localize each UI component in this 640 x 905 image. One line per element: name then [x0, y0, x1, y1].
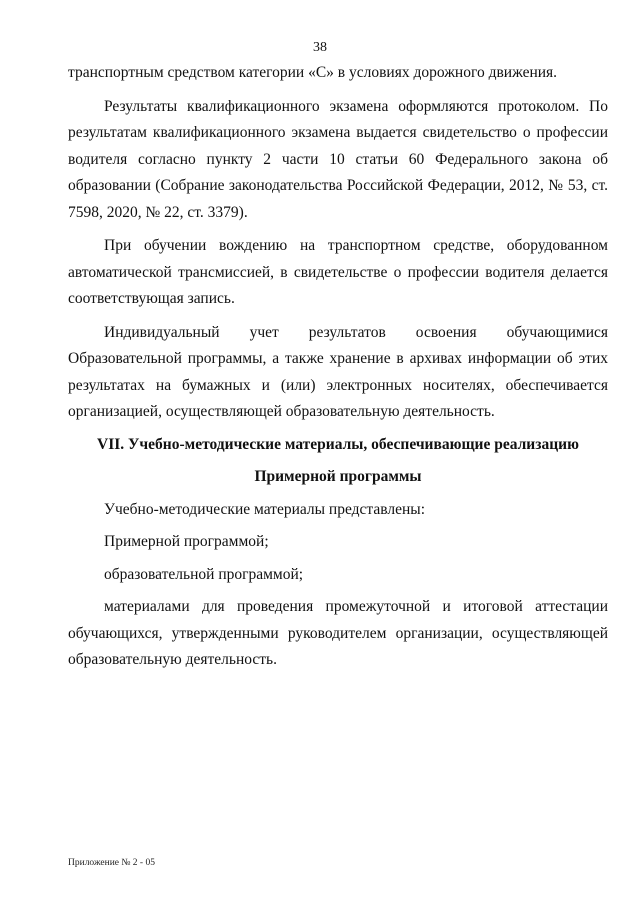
document-body [68, 60, 608, 674]
materials-item: образовательной программой; [104, 565, 304, 583]
paragraph-continuation: транспортным средством категории «С» в условиях дорожного движения. [68, 64, 558, 81]
paragraph-automatic-transmission: При обучении вождению на транспортном средстве, оборудованном автоматической трансмиссией, в свидетельстве о профессии водителя делается соответствующая запись. [68, 237, 608, 307]
section-heading-line2: Примерной программы [254, 468, 422, 485]
materials-item: Примерной программой; [104, 533, 269, 550]
section-heading-line1: VII. Учебно-методические материалы, обеспечивающие реализацию [97, 435, 579, 453]
paragraph-individual-records: Индивидуальный учет результатов освоения обучающимися Образовательной программы, а также хранение в архивах информации об этих результатах на бумажных и (или) электронных носителях, обеспечивается организацией, осуществляющей образовательную деятельность. [68, 323, 608, 420]
paragraph-exam-results: Результаты квалификационного экзамена оформляются протоколом. По результатам квалификационного экзамена выдается свидетельство о профессии водителя согласно пункту 2 части 10 статьи 60 Федерального закона об образовании (Собрание законодательства Российской Федерации, 2012, № 53, ст. 7598, 2020, № 22, ст. 3379). [68, 97, 608, 221]
materials-intro: Учебно-методические материалы представлены: [104, 500, 425, 518]
materials-item: материалами для проведения промежуточной и итоговой аттестации обучающихся, утвержденными руководителем организации, осуществляющей образовательную деятельность. [68, 598, 608, 668]
page-number: 38 [313, 40, 327, 55]
footer-note: Приложение № 2 - 05 [68, 858, 155, 868]
